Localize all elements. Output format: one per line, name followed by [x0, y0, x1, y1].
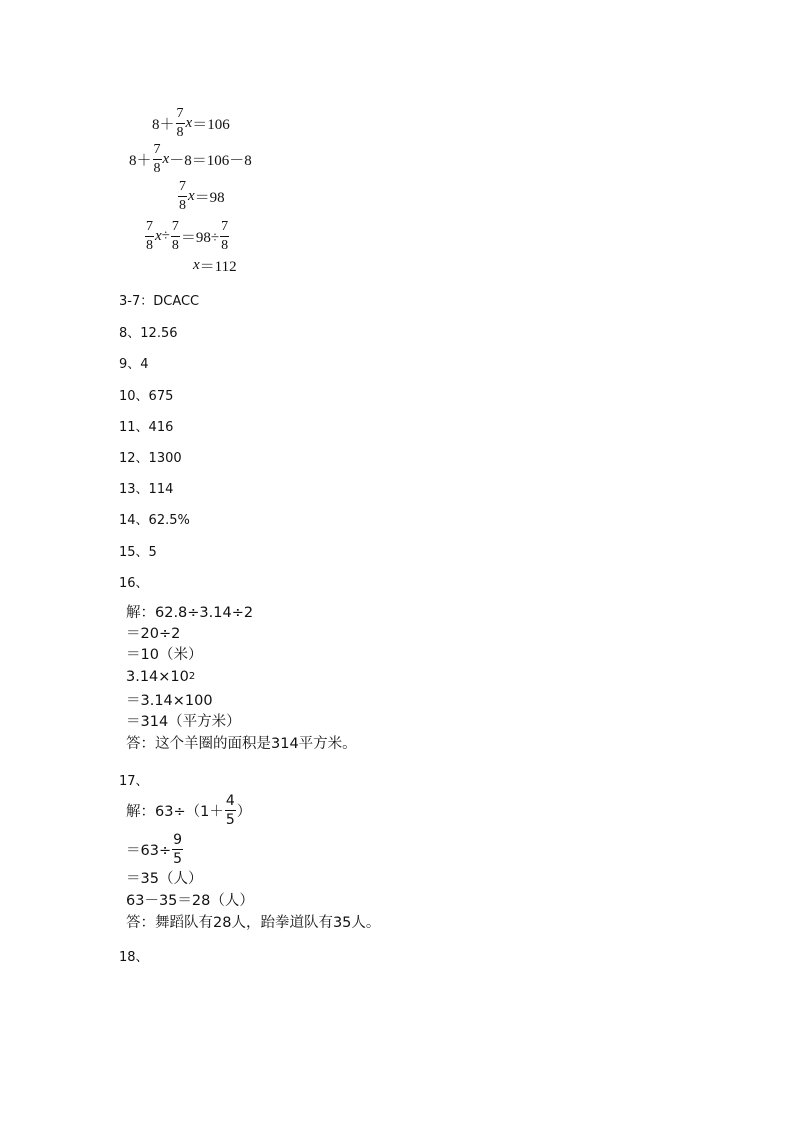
q17-line-4: 63－35＝28（人）: [126, 892, 254, 909]
variable: x: [155, 227, 162, 244]
q16-answer: 答：这个羊圈的面积是314平方米。: [126, 735, 357, 752]
equation-step-1: [152, 106, 230, 140]
q16-line-3: ＝10（米）: [126, 646, 203, 663]
variable: x: [193, 256, 200, 273]
q17-line-1: [126, 792, 252, 828]
question-18-label: 18、: [119, 950, 149, 965]
answer-15: 15、5: [119, 545, 157, 560]
fraction: $\frac{7}{8}$: [146, 218, 153, 253]
q16-line-6: ＝314（平方米）: [126, 713, 241, 730]
eq-text: ＝112: [199, 258, 237, 275]
q16-line-1: 解：62.8÷3.14÷2: [126, 604, 254, 621]
eq-text: ＝98: [194, 189, 225, 206]
answer-10: 10、675: [119, 389, 174, 404]
answer-13: 13、114: [119, 482, 174, 497]
question-16-label: 16、: [119, 576, 149, 591]
fraction: $\frac{7}{8}$: [221, 218, 229, 253]
q17-answer: 答：舞蹈队有28人，跆拳道队有35人。: [126, 914, 381, 931]
eq-text: 8＋: [129, 152, 152, 169]
fraction: $\frac{7}{8}$: [176, 105, 184, 140]
eq-text: ）: [236, 803, 252, 820]
eq-text: 解：63÷（1＋: [126, 803, 224, 820]
answer-11: 11、416: [119, 420, 174, 435]
variable: x: [188, 187, 195, 204]
variable: x: [185, 114, 193, 131]
q17-line-3: ＝35（人）: [126, 870, 203, 887]
question-17-label: 17、: [119, 774, 149, 789]
q17-line-2: [126, 831, 184, 867]
fraction: $\frac{7}{8}$: [179, 178, 186, 213]
answer-14: 14、62.5%: [119, 513, 190, 528]
fraction: $\frac{7}{8}$: [153, 141, 161, 176]
answer-12: 12、1300: [119, 451, 182, 466]
q16-line-2: ＝20÷2: [126, 625, 181, 642]
q16-area-expression: 3.14×10: [126, 669, 189, 685]
equation-step-2: [129, 142, 252, 176]
eq-text: －8＝106－8: [169, 152, 252, 169]
eq-text: ＝106: [192, 116, 230, 133]
answer-8: 8、12.56: [119, 326, 178, 341]
q16-line-4: 3.14×10 2: [126, 669, 196, 685]
eq-text: ＝63÷: [126, 842, 172, 859]
equation-step-3: [177, 179, 225, 213]
equation-step-5: [193, 248, 237, 282]
variable: x: [162, 150, 170, 167]
eq-text: ÷: [161, 227, 170, 244]
q16-line-5: ＝3.14×100: [126, 692, 213, 709]
eq-text: ＝98÷: [180, 229, 220, 246]
eq-text: 8＋: [152, 116, 175, 133]
fraction: $\frac{7}{8}$: [171, 218, 179, 253]
fraction: $\frac{4}{5}$: [225, 792, 235, 828]
fraction: $\frac{9}{5}$: [173, 831, 183, 867]
answer-3-7: 3-7：DCACC: [119, 294, 200, 309]
answer-9: 9、4: [119, 357, 149, 372]
